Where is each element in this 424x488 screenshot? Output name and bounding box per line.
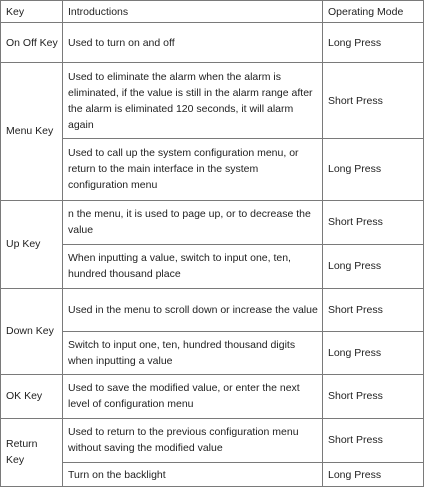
key-name-down: Down Key — [1, 288, 63, 375]
intro-cell: Used to save the modified value, or enter the next level of configuration menu — [63, 375, 323, 418]
intro-cell: Turn on the backlight — [63, 463, 323, 487]
intro-cell: Used to turn on and off — [63, 23, 323, 63]
mode-cell: Long Press — [323, 23, 424, 63]
intro-cell: Switch to input one, ten, hundred thousand digits when inputting a value — [63, 331, 323, 374]
mode-cell: Short Press — [323, 200, 424, 244]
intro-cell: Used to return to the previous configuration menu without saving the modified value — [63, 418, 323, 462]
table-row — [1, 138, 424, 200]
intro-cell: Used to call up the system configuration menu, or return to the main interface in the system configuration menu — [63, 138, 323, 200]
table-row — [1, 200, 424, 244]
intro-cell: n the menu, it is used to page up, or to decrease the value — [63, 200, 323, 244]
key-name-on-off: On Off Key — [1, 23, 63, 63]
mode-cell: Short Press — [323, 288, 424, 331]
mode-cell: Long Press — [323, 245, 424, 288]
table-row — [1, 23, 424, 63]
mode-cell: Long Press — [323, 138, 424, 200]
key-name-ok: OK Key — [1, 375, 63, 418]
table-row — [1, 418, 424, 462]
table-row — [1, 331, 424, 374]
table-row — [1, 288, 424, 331]
intro-cell: Used to eliminate the alarm when the alarm is eliminated, if the value is still in the alarm range after the alarm is eliminated 120 seconds, it will alarm again — [63, 63, 323, 139]
table-row — [1, 463, 424, 487]
header-key: Key — [1, 1, 63, 23]
table-row — [1, 63, 424, 139]
intro-cell: When inputting a value, switch to input one, ten, hundred thousand place — [63, 245, 323, 288]
header-row — [1, 1, 424, 23]
table-row — [1, 245, 424, 288]
key-name-return: Return Key — [1, 418, 63, 486]
mode-cell: Long Press — [323, 463, 424, 487]
mode-cell: Short Press — [323, 375, 424, 418]
mode-cell: Short Press — [323, 418, 424, 462]
header-introductions: Introductions — [63, 1, 323, 23]
mode-cell: Long Press — [323, 331, 424, 374]
mode-cell: Short Press — [323, 63, 424, 139]
header-operating-mode: Operating Mode — [323, 1, 424, 23]
key-name-menu: Menu Key — [1, 63, 63, 201]
intro-cell: Used in the menu to scroll down or increase the value — [63, 288, 323, 331]
table-row — [1, 375, 424, 418]
key-name-up: Up Key — [1, 200, 63, 288]
